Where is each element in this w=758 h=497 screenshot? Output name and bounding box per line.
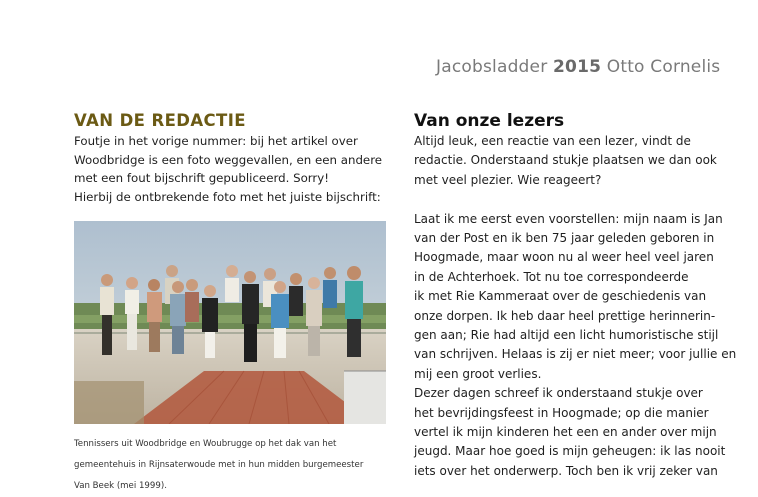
section-title-lezers: Van onze lezers bbox=[414, 111, 565, 131]
body-line: onze dorpen. Ik heb daar heel prettige herinnerin- bbox=[414, 308, 716, 323]
right-column bbox=[414, 110, 737, 481]
group-photo bbox=[74, 221, 386, 424]
paragraph-line: Woodbridge is een foto weggevallen, en een andere bbox=[74, 152, 383, 167]
section-title-redactie: VAN DE REDACTIE bbox=[74, 111, 246, 130]
paragraph-line: Foutje in het vorige nummer: bij het artikel over bbox=[74, 134, 358, 148]
body-line: in de Achterhoek. Tot nu toe correspondeerde bbox=[414, 269, 689, 284]
body-line: het bevrijdingsfeest in Hoogmade; op die manier bbox=[414, 405, 709, 420]
intro-line: met veel plezier. Wie reageert? bbox=[414, 172, 602, 187]
running-header bbox=[436, 57, 720, 77]
body-line: van der Post en ik ben 75 jaar geleden geboren in bbox=[414, 231, 715, 246]
body-line: jeugd. Maar hoe goed is mijn geheugen: ik las nooit bbox=[414, 444, 726, 459]
body-line: Dezer dagen schreef ik onderstaand stukje over bbox=[414, 386, 703, 401]
intro-line: redactie. Onderstaand stukje plaatsen we dan ook bbox=[414, 153, 717, 168]
paragraph-line: met een fout bijschrift gepubliceerd. Sorry! bbox=[74, 171, 329, 185]
caption-line: gemeentehuis in Rijnsaterwoude met in hun midden burgemeester bbox=[74, 460, 364, 470]
header-title: Jacobsladder bbox=[436, 57, 548, 77]
paragraph-line: Hierbij de ontbrekende foto met het juiste bijschrift: bbox=[74, 189, 381, 204]
body-line: mij een groot verlies. bbox=[414, 366, 542, 381]
body-line: van schrijven. Helaas is zij er niet meer; voor jullie en bbox=[414, 347, 737, 362]
caption-line: Van Beek (mei 1999). bbox=[74, 481, 167, 491]
body-line: Laat ik me eerst even voorstellen: mijn naam is Jan bbox=[414, 211, 723, 226]
caption-line: Tennissers uit Woodbridge en Woubrugge op het dak van het bbox=[74, 439, 337, 449]
left-column bbox=[74, 110, 394, 206]
header-year: 2015 bbox=[553, 57, 602, 77]
intro-line: Altijd leuk, een reactie van een lezer, vindt de bbox=[414, 134, 691, 148]
body-line: vertel ik mijn kinderen het een en ander over mijn bbox=[414, 425, 717, 440]
body-line: ik met Rie Kammeraat over de geschiedenis van bbox=[414, 289, 707, 304]
paragraph-spacer bbox=[414, 190, 734, 209]
photo-caption bbox=[74, 434, 394, 497]
body-line: iets over het onderwerp. Toch ben ik vrij zeker van bbox=[414, 463, 718, 478]
header-author: Otto Cornelis bbox=[606, 57, 721, 77]
body-line: gen aan; Rie had altijd een licht humoristische stijl bbox=[414, 328, 719, 343]
body-line: Hoogmade, maar woon nu al weer heel veel jaren bbox=[414, 250, 714, 265]
